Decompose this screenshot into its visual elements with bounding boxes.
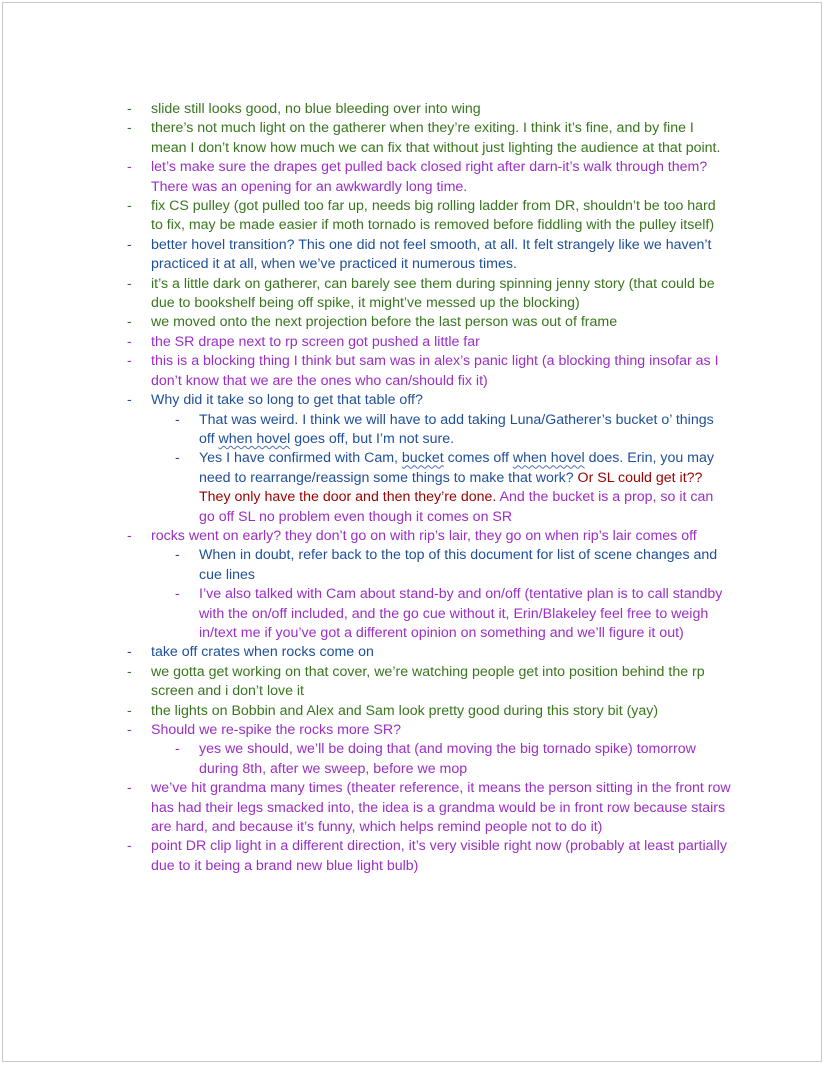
sub-item-text: comes off <box>443 450 513 467</box>
list-item <box>121 275 731 314</box>
list-item <box>121 643 731 662</box>
item-text: take off crates when rocks come on <box>151 644 374 661</box>
list-item <box>121 391 731 527</box>
item-text: this is a blocking thing I think but sam was in alex’s panic light (a blocking thing insofar as I don’t know that we are the ones who can/should fix it) <box>151 353 719 389</box>
item-text: fix CS pulley (got pulled too far up, needs big rolling ladder from DR, shouldn’t be too hard to fix, may be made easier if moth tornado is removed before fiddling with the pulley itself) <box>151 198 716 234</box>
sub-item-text: That was weird. I think we will have to add taking Luna/Gatherer’s bucket o’ things off <box>199 411 714 447</box>
sub-item-text-purple: And the bucket is a prop, so it can go off SL no problem even though it comes on SR <box>199 489 714 525</box>
list-item <box>121 779 731 837</box>
item-text: rocks went on early? they don’t go on with rip’s lair, they go on when rip’s lair comes off <box>151 527 697 544</box>
notes-list <box>121 100 731 876</box>
item-text: let’s make sure the drapes get pulled back closed right after darn-it’s walk through them? There was an opening for an awkwardly long time. <box>151 159 708 195</box>
sub-item-text: yes we should, we’ll be doing that (and moving the big tornado spike) tomorrow during 8th, after we sweep, before we mop <box>199 741 696 777</box>
item-text: it’s a little dark on gatherer, can barely see them during spinning jenny story (that could be due to bookshelf being off spike, it might’ve messed up the blocking) <box>151 275 715 312</box>
document-page <box>2 2 822 1062</box>
item-text: Should we re-spike the rocks more SR? <box>151 722 401 738</box>
sub-item-text: When in doubt, refer back to the top of this document for list of scene changes and cue lines <box>199 547 718 583</box>
list-item <box>121 197 731 236</box>
spell-check-word[interactable]: when hovel <box>218 430 291 447</box>
list-item <box>121 313 731 332</box>
sub-list-item <box>151 740 731 779</box>
item-text: there’s not much light on the gatherer when they’re exiting. I think it’s fine, and by fine I mean I don’t know how much we can fix that without just lighting the audience at that point. <box>151 120 721 156</box>
sub-item-text: Yes I have confirmed with Cam, <box>199 450 402 467</box>
list-item <box>121 119 731 158</box>
sub-list-item <box>151 546 731 585</box>
sub-item-text-red: Or SL could get it?? They only have the door and then they’re done. <box>199 469 703 506</box>
list-item <box>121 236 731 275</box>
item-text: slide still looks good, no blue bleeding over into wing <box>151 101 481 117</box>
list-item <box>121 333 731 352</box>
item-text: the lights on Bobbin and Alex and Sam look pretty good during this story bit (yay) <box>151 702 659 719</box>
list-item <box>121 837 731 876</box>
sub-item-text: goes off, but I’m not sure. <box>290 430 455 447</box>
sub-item-text: does. Erin, you may need to rearrange/reassign some things to make that work? <box>199 450 714 486</box>
sub-list <box>151 411 731 527</box>
sub-list <box>151 546 731 643</box>
list-item <box>121 100 731 119</box>
item-text: point DR clip light in a different direction, it’s very visible right now (probably at least partially due to it being a brand new blue light bulb) <box>151 838 727 874</box>
item-text: we gotta get working on that cover, we’re watching people get into position behind the rp screen and i don’t love it <box>151 663 705 700</box>
list-item <box>121 702 731 721</box>
list-item <box>121 158 731 197</box>
sub-list-item <box>151 585 731 643</box>
sub-list <box>151 740 731 779</box>
item-text: we moved onto the next projection before the last person was out of frame <box>151 314 618 331</box>
list-item <box>121 721 731 779</box>
item-text: Why did it take so long to get that table off? <box>151 392 423 409</box>
sub-list-item <box>151 449 731 527</box>
spell-check-word[interactable]: when hovel <box>512 450 585 467</box>
item-text: the SR drape next to rp screen got pushed a little far <box>151 333 480 350</box>
item-text: we’ve hit grandma many times (theater reference, it means the person sitting in the front row has had their legs smacked into, the idea is a grandma would be in front row because stairs are hard, and because it’s funny, which helps remind people not to do it) <box>151 780 731 836</box>
spell-check-word[interactable]: bucket <box>401 450 444 467</box>
list-item <box>121 352 731 391</box>
item-text: better hovel transition? This one did not feel smooth, at all. It felt strangely like we haven’t practiced it at all, when we’ve practiced it numerous times. <box>151 236 712 273</box>
list-item <box>121 527 731 643</box>
list-item <box>121 663 731 702</box>
sub-list-item <box>151 411 731 450</box>
sub-item-text: I’ve also talked with Cam about stand-by and on/off (tentative plan is to call standby with the on/off included, and the go cue without it, Erin/Blakeley feel free to weigh in/text me if you’ve got a different opinion on something and we’ll figure it out) <box>199 586 723 641</box>
